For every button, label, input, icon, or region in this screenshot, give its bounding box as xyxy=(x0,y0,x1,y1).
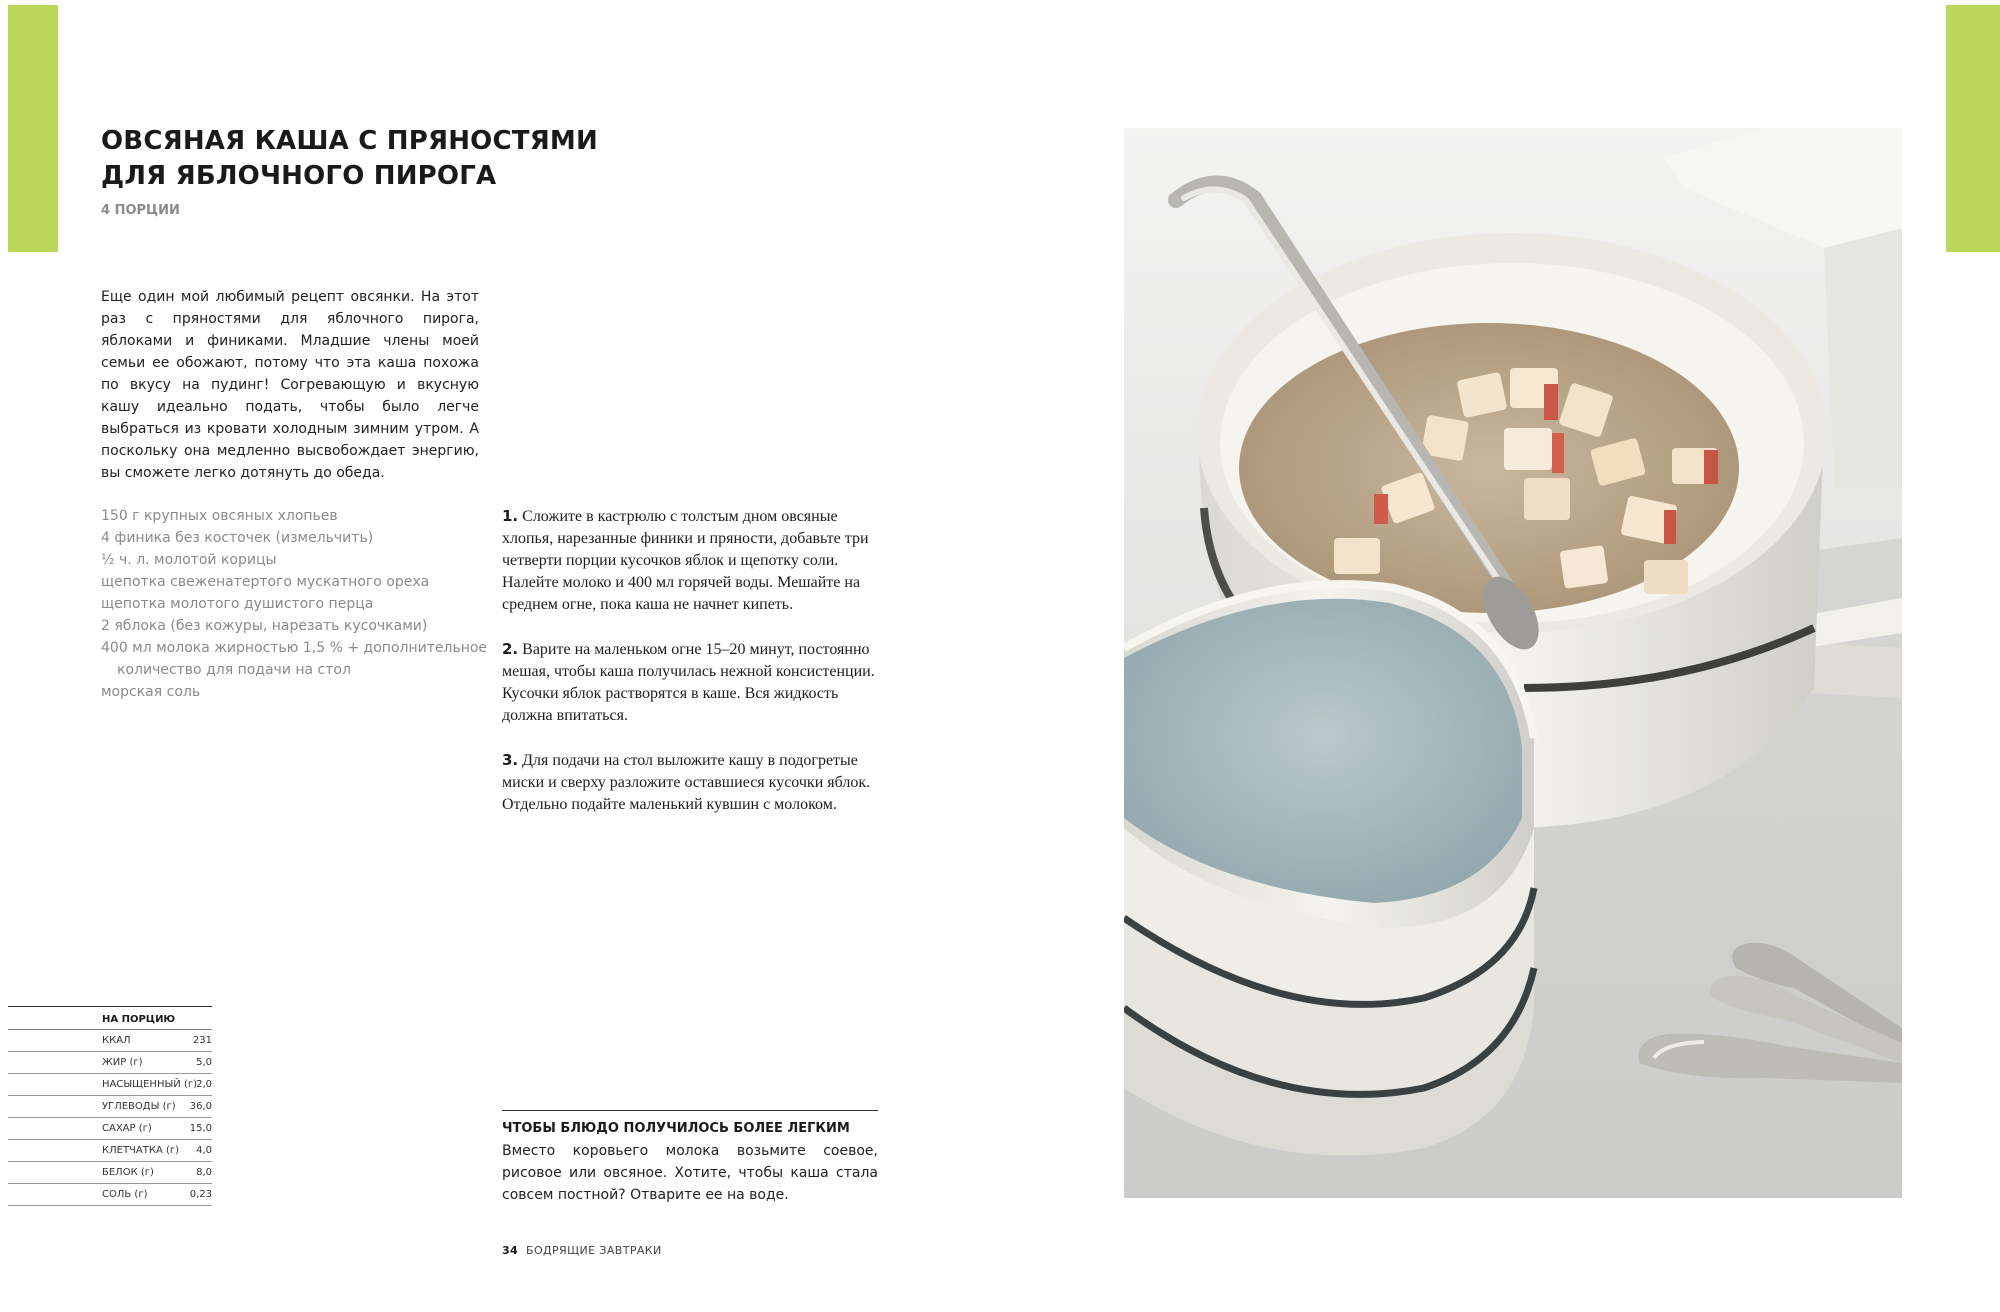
ingredient-item: морская соль xyxy=(101,684,201,700)
recipe-title xyxy=(101,124,621,194)
recipe-title-line-1: ОВСЯНАЯ КАША С ПРЯНОСТЯМИ xyxy=(101,126,598,156)
ingredient-item: 2 яблока (без кожуры, нарезать кусочками) xyxy=(101,618,428,634)
page-number: 34 xyxy=(502,1244,519,1257)
step-text: Сложите в кастрюлю с толстым дном овсяные хлопья, нарезанные финики и пряности, добавьте три четверти порции кусочков яблок и щепотку соли. Налейте молоко и 400 мл горячей воды. Мешайте на среднем огне, пока каша не начнет кипеть. xyxy=(502,508,869,613)
nutrition-row xyxy=(8,1140,212,1162)
nutrition-row xyxy=(8,1118,212,1140)
stacked-bowls xyxy=(1124,584,1534,1156)
ingredient-item: 4 финика без косточек (измельчить) xyxy=(101,530,374,546)
nutrition-value: 2,0 xyxy=(196,1079,212,1090)
nutrition-row xyxy=(8,1052,212,1074)
nutrition-header: НА ПОРЦИЮ xyxy=(8,1007,212,1030)
recipe-title-line-2: ДЛЯ ЯБЛОЧНОГО ПИРОГА xyxy=(101,161,497,191)
nutrition-value: 5,0 xyxy=(196,1057,212,1068)
nutrition-value: 0,23 xyxy=(189,1189,212,1200)
step-number: 2. xyxy=(502,640,519,658)
nutrition-label: САХАР (г) xyxy=(102,1123,152,1134)
section-color-tab-left xyxy=(8,5,58,252)
nutrition-label: УГЛЕВОДЫ (г) xyxy=(102,1101,176,1112)
step-number: 1. xyxy=(502,507,519,525)
nutrition-row xyxy=(8,1162,212,1184)
step-text: Варите на маленьком огне 15–20 минут, постоянно мешая, чтобы каша получилась нежной консистенции. Кусочки яблок растворятся в каше. Вся жидкость должна впитаться. xyxy=(502,641,875,724)
section-name: БОДРЯЩИЕ ЗАВТРАКИ xyxy=(526,1244,662,1257)
ingredient-item: 150 г крупных овсяных хлопьев xyxy=(101,508,338,524)
ingredient-item: щепотка свеженатертого мускатного ореха xyxy=(101,574,430,590)
nutrition-row xyxy=(8,1074,212,1096)
nutrition-label: СОЛЬ (г) xyxy=(102,1189,148,1200)
servings-label: 4 ПОРЦИИ xyxy=(101,203,180,218)
nutrition-value: 15,0 xyxy=(189,1123,212,1134)
tip-body: Вместо коровьего молока возьмите соевое, рисовое или овсяное. Хотите, чтобы каша стала совсем постной? Отварите ее на воде. xyxy=(502,1143,878,1203)
nutrition-label: НАСЫЩЕННЫЙ (г) xyxy=(102,1079,197,1090)
step-number: 3. xyxy=(502,751,519,769)
nutrition-row xyxy=(8,1184,212,1206)
nutrition-value: 8,0 xyxy=(196,1167,212,1178)
tip-box xyxy=(502,1110,878,1206)
method-step-2 xyxy=(502,638,882,727)
recipe-photo xyxy=(1124,128,1902,1198)
nutrition-table xyxy=(8,1006,212,1206)
nutrition-value: 231 xyxy=(192,1035,212,1046)
ingredient-list xyxy=(101,505,501,703)
nutrition-row xyxy=(8,1030,212,1052)
ingredient-item: 400 мл молока жирностью 1,5 % + дополнительное количество для подачи на стол xyxy=(101,640,488,678)
nutrition-label: ЖИР (г) xyxy=(102,1057,143,1068)
ingredient-item: щепотка молотого душистого перца xyxy=(101,596,374,612)
step-text: Для подачи на стол выложите кашу в подогретые миски и сверху разложите оставшиеся кусочки яблок. Отдельно подайте маленький кувшин с молоком. xyxy=(502,752,871,813)
nutrition-label: ККАЛ xyxy=(102,1035,131,1046)
nutrition-value: 36,0 xyxy=(189,1101,212,1112)
method-step-3 xyxy=(502,749,882,816)
nutrition-row xyxy=(8,1096,212,1118)
method-steps xyxy=(502,505,882,838)
recipe-intro: Еще один мой любимый рецепт овсянки. На этот раз с пряностями для яблочного пирога, яблоками и финиками. Младшие члены моей семьи ее обожают, потому что эта каша похожа по вкусу на пудинг! Согревающую и вкусную кашу идеально подать, чтобы было легче выбраться из кровати холодным зимним утром. А поскольку она медленно высвобождает энергию, вы сможете легко дотянуть до обеда. xyxy=(101,289,479,481)
nutrition-label: БЕЛОК (г) xyxy=(102,1167,154,1178)
nutrition-label: КЛЕТЧАТКА (г) xyxy=(102,1145,180,1156)
nutrition-value: 4,0 xyxy=(196,1145,212,1156)
section-color-tab-right xyxy=(1946,5,2000,252)
page-footer xyxy=(502,1244,662,1257)
ingredient-item: ½ ч. л. молотой корицы xyxy=(101,552,277,568)
method-step-1 xyxy=(502,505,882,616)
tip-title: ЧТОБЫ БЛЮДО ПОЛУЧИЛОСЬ БОЛЕЕ ЛЕГКИМ xyxy=(502,1121,850,1136)
